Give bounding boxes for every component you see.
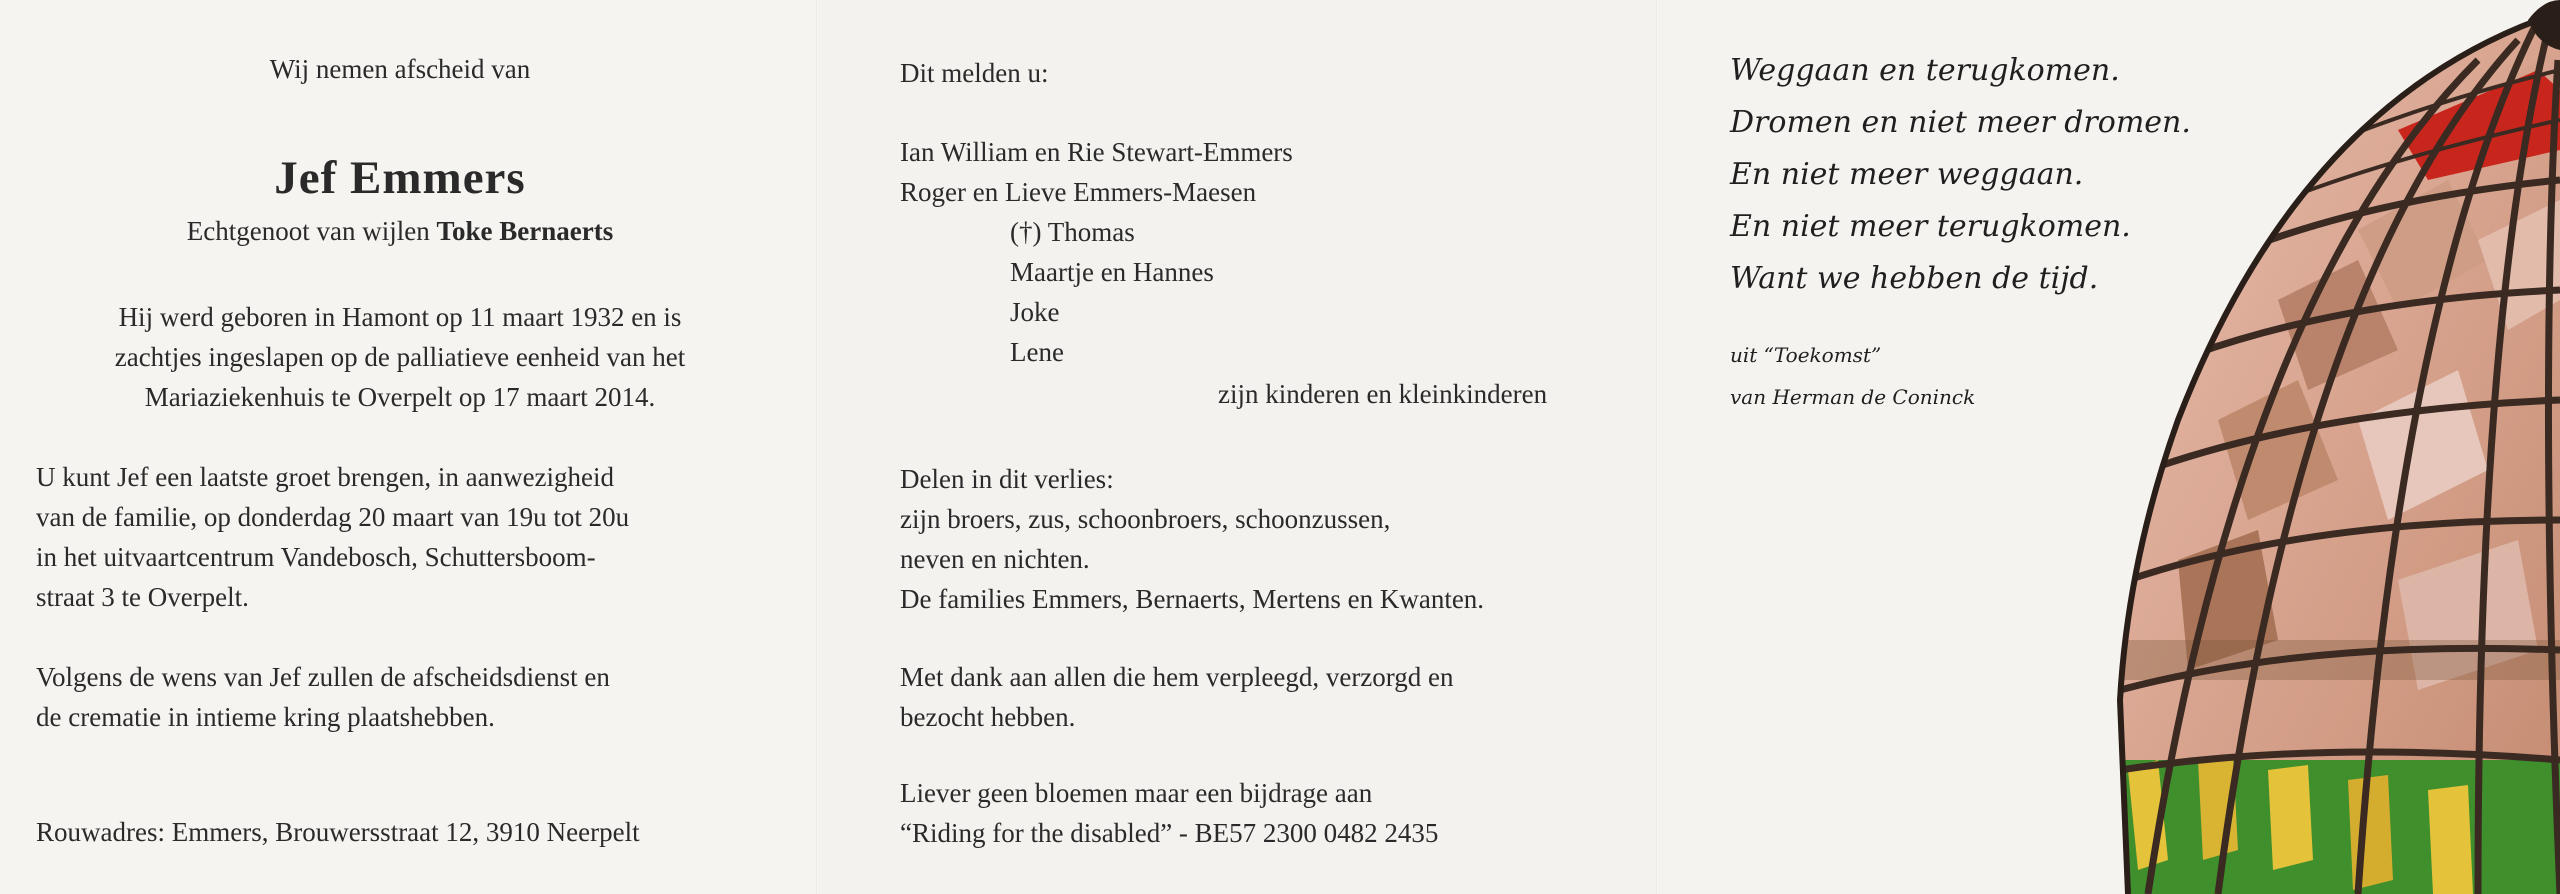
poem-source: uit “Toekomst” — [1730, 343, 1882, 367]
grandchild-line: Joke — [1010, 297, 1060, 327]
share-line: Delen in dit verlies: — [900, 464, 1114, 494]
poem-line: Want we hebben de tijd. — [1730, 261, 2099, 296]
deceased-name: Jef Emmers — [274, 152, 526, 204]
intro-text: Wij nemen afscheid van — [269, 54, 531, 84]
spouse-line — [0, 214, 800, 248]
middle-panel — [818, 0, 1658, 894]
grandchild-line: Lene — [1010, 337, 1064, 367]
grandchild-line: (†) Thomas — [1010, 217, 1135, 247]
spouse-name: Toke Bernaerts — [436, 216, 614, 246]
donation-line: “Riding for the disabled” - BE57 2300 0482 2435 — [900, 818, 1439, 848]
announce-text: Dit melden u: — [900, 58, 1049, 88]
relation-text: zijn kinderen en kleinkinderen — [1218, 379, 1548, 409]
right-panel — [1658, 0, 2560, 894]
birth-line: Mariaziekenhuis te Overpelt op 17 maart 2014. — [144, 382, 656, 412]
thanks-line: Met dank aan allen die hem verpleegd, verzorgd en — [900, 662, 1454, 692]
mourning-address: Rouwadres: Emmers, Brouwersstraat 12, 3910 Neerpelt — [36, 817, 640, 847]
poem-line: Weggaan en terugkomen. — [1730, 53, 2120, 88]
visit-line: in het uitvaartcentrum Vandebosch, Schuttersboom- — [36, 542, 596, 572]
thanks-line: bezocht hebben. — [900, 702, 1076, 732]
share-line: neven en nichten. — [900, 544, 1090, 574]
share-line: zijn broers, zus, schoonbroers, schoonzussen, — [900, 504, 1391, 534]
left-panel — [0, 0, 818, 894]
birth-line: Hij werd geboren in Hamont op 11 maart 1932 en is — [118, 302, 682, 332]
poem-line: En niet meer weggaan. — [1730, 157, 2084, 192]
visit-line: straat 3 te Overpelt. — [36, 582, 249, 612]
donation-line: Liever geen bloemen maar een bijdrage aan — [900, 778, 1373, 808]
grandchild-line: Maartje en Hannes — [1010, 257, 1214, 287]
poem-line: Dromen en niet meer dromen. — [1730, 105, 2191, 140]
poem-author: van Herman de Coninck — [1730, 385, 1976, 409]
poem-line: En niet meer terugkomen. — [1730, 209, 2131, 244]
share-line: De families Emmers, Bernaerts, Mertens en Kwanten. — [900, 584, 1485, 614]
wish-line: de crematie in intieme kring plaatshebben. — [36, 702, 495, 732]
wish-line: Volgens de wens van Jef zullen de afscheidsdienst en — [36, 662, 610, 692]
visit-line: U kunt Jef een laatste groet brengen, in aanwezigheid — [36, 462, 615, 492]
birth-line: zachtjes ingeslapen op de palliatieve eenheid van het — [114, 342, 686, 372]
visit-line: van de familie, op donderdag 20 maart van 19u tot 20u — [36, 502, 630, 532]
spouse-prefix: Echtgenoot van wijlen — [186, 216, 430, 246]
child-line: Roger en Lieve Emmers-Maesen — [900, 177, 1257, 207]
child-line: Ian William en Rie Stewart-Emmers — [900, 137, 1293, 167]
